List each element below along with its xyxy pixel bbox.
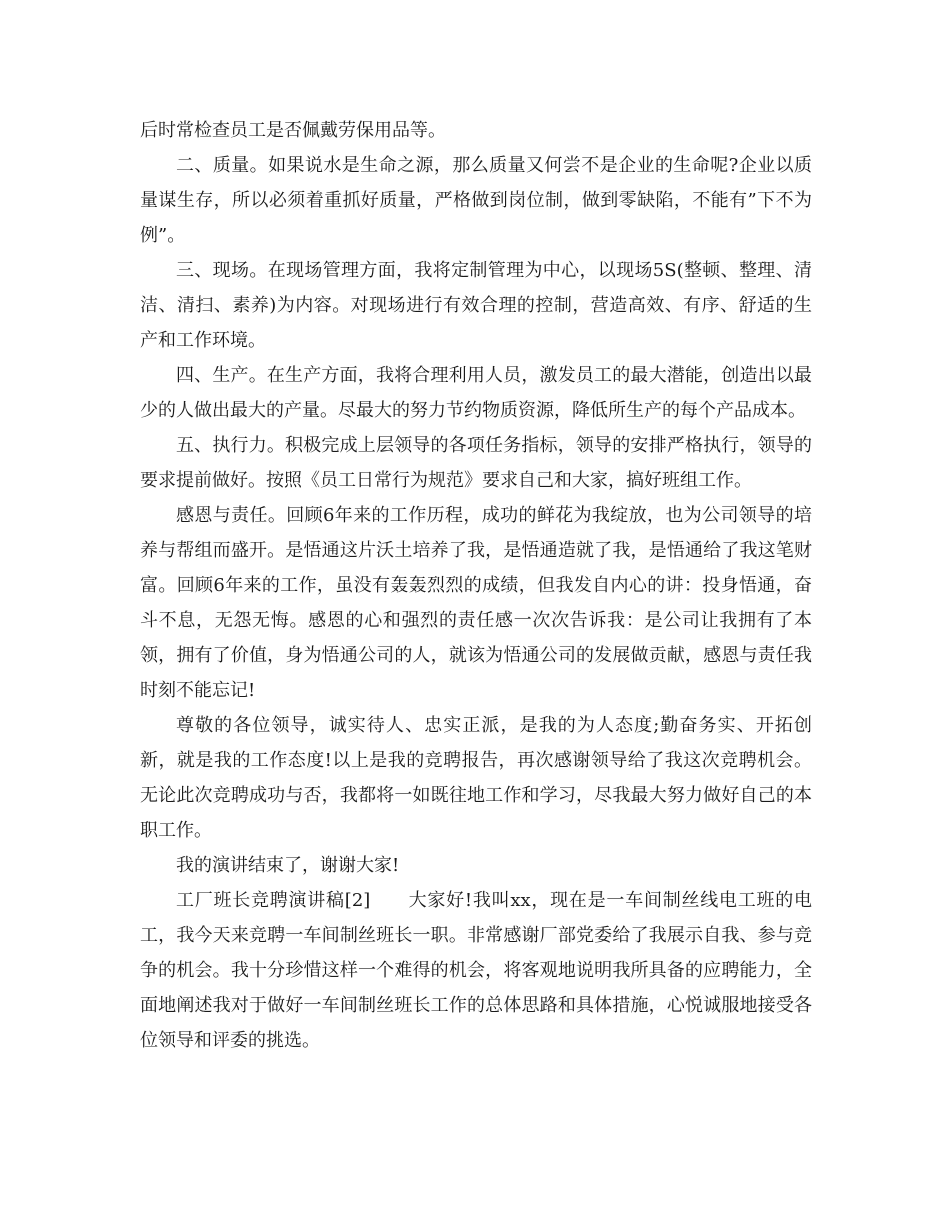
paragraph-3-site: 三、现场。在现场管理方面，我将定制管理为中心，以现场5S(整顿、整理、清洁、清扫、素养)为内容。对现场进行有效合理的控制，营造高效、有序、舒适的生产和工作环境。 bbox=[140, 260, 812, 351]
document-body bbox=[140, 113, 812, 1058]
paragraph-1: 后时常检查员工是否佩戴劳保用品等。 bbox=[140, 120, 446, 141]
paragraph-4-production: 四、生产。在生产方面，我将合理利用人员，激发员工的最大潜能，创造出以最少的人做出最大的产量。尽最大的努力节约物质资源，降低所生产的每个产品成本。 bbox=[140, 365, 812, 421]
paragraph-6-gratitude: 感恩与责任。回顾6年来的工作历程，成功的鲜花为我绽放，也为公司领导的培养与帮组而盛开。是悟通这片沃土培养了我，是悟通造就了我，是悟通给了我这笔财富。回顾6年来的工作，虽没有轰轰烈烈的成绩，但我发自内心的讲：投身悟通，奋斗不息，无怨无悔。感恩的心和强烈的责任感一次次告诉我：是公司让我拥有了本领，拥有了价值，身为悟通公司的人，就该为悟通公司的发展做贡献，感恩与责任我时刻不能忘记! bbox=[140, 505, 812, 701]
paragraph-9-speech-2: 工厂班长竞聘演讲稿[2] 大家好!我叫xx，现在是一车间制丝线电工班的电工，我今天来竞聘一车间制丝班长一职。非常感谢厂部党委给了我展示自我、参与竞争的机会。我十分珍惜这样一个难得的机会，将客观地说明我所具备的应聘能力，全面地阐述我对于做好一车间制丝班长工作的总体思路和具体措施，心悦诚服地接受各位领导和评委的挑选。 bbox=[140, 890, 812, 1051]
paragraph-2-quality: 二、质量。如果说水是生命之源，那么质量又何尝不是企业的生命呢?企业以质量谋生存，所以必须着重抓好质量，严格做到岗位制，做到零缺陷，不能有”下不为例”。 bbox=[140, 155, 812, 246]
paragraph-8-closing: 我的演讲结束了，谢谢大家! bbox=[176, 855, 400, 876]
paragraph-5-execution: 五、执行力。积极完成上层领导的各项任务指标，领导的安排严格执行，领导的要求提前做好。按照《员工日常行为规范》要求自己和大家，搞好班组工作。 bbox=[140, 435, 812, 491]
paragraph-7-attitude: 尊敬的各位领导，诚实待人、忠实正派，是我的为人态度;勤奋务实、开拓创新，就是我的工作态度!以上是我的竞聘报告，再次感谢领导给了我这次竞聘机会。无论此次竞聘成功与否，我都将一如既往地工作和学习，尽我最大努力做好自己的本职工作。 bbox=[140, 715, 812, 841]
